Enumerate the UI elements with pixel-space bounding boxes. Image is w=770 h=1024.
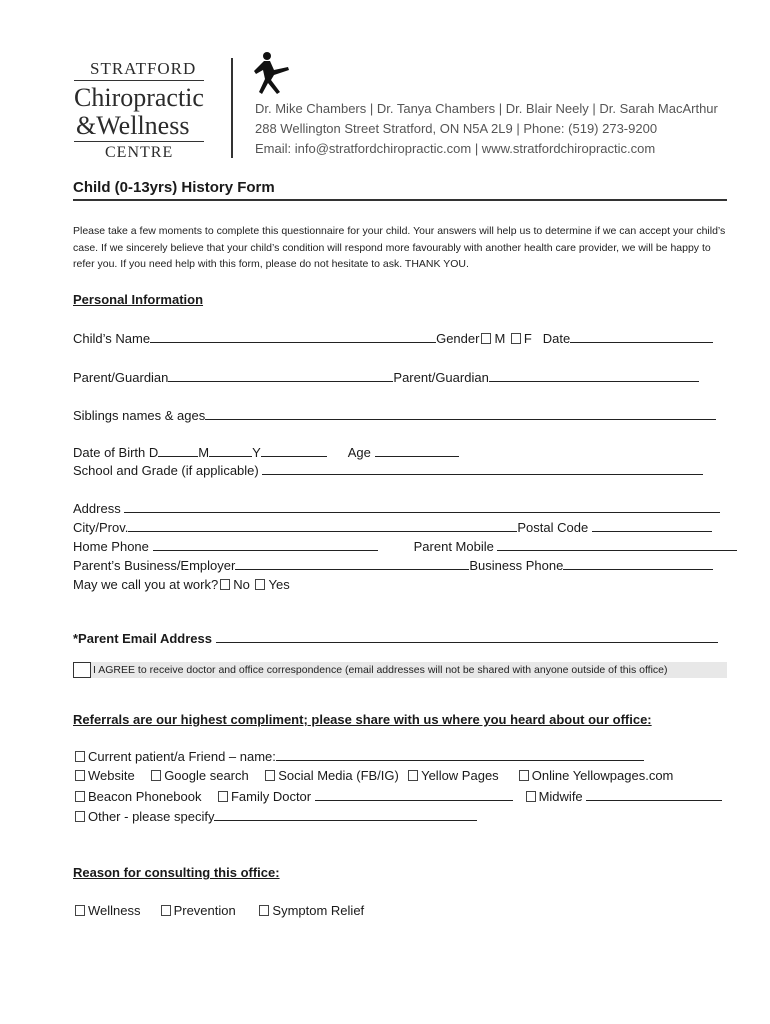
prevention-checkbox[interactable] (161, 905, 171, 916)
wellness-label: Wellness (88, 903, 141, 918)
call-work-label: May we call you at work? (73, 577, 219, 592)
business-phone-label: Business Phone (469, 558, 564, 573)
call-work-yes-label: Yes (268, 577, 290, 592)
parent1-field[interactable] (168, 369, 393, 382)
gender-male-checkbox[interactable] (481, 333, 491, 344)
gender-label: Gender (436, 331, 480, 346)
school-row (73, 462, 703, 478)
symptom-label: Symptom Relief (272, 903, 365, 918)
logo-chiropractic: Chiropractic (74, 83, 204, 112)
referrals-heading: Referrals are our highest compliment; please share with us where you heard about our office: (73, 712, 652, 727)
email-field[interactable] (216, 630, 718, 643)
intro-paragraph: Please take a few moments to complete this questionnaire for your child. Your answers will help us to determine if we can accept your child’s case. If we sincerely believe that your child’s condition will respond more favourably with another health care provider, we will be happy to refer you. If you need help with this form, please do not hesitate to ask. THANK YOU. (73, 225, 726, 270)
agree-checkbox[interactable] (73, 662, 91, 678)
current-patient-label: Current patient/a Friend – name: (88, 749, 276, 764)
call-work-no-label: No (233, 577, 250, 592)
logo-rule-top (74, 80, 204, 81)
clinic-address: 288 Wellington Street Stratford, ON N5A 2L9 | Phone: (519) 273-9200 (255, 121, 658, 136)
parent-mobile-label: Parent Mobile (413, 539, 494, 554)
website-label: Website (88, 768, 135, 783)
postal-field[interactable] (592, 519, 712, 532)
date-field[interactable] (570, 330, 713, 343)
business-phone-field[interactable] (563, 557, 713, 570)
parent-mobile-field[interactable] (497, 538, 737, 551)
header-divider (231, 58, 233, 158)
city-label: City/Prov. (73, 520, 129, 535)
date-label: Date (542, 331, 571, 346)
home-phone-field[interactable] (153, 538, 378, 551)
reason-row (73, 903, 364, 918)
parent-business-field[interactable] (235, 557, 469, 570)
dob-year-label: Y (252, 445, 261, 460)
logo-stratford: STRATFORD (90, 59, 197, 78)
current-patient-checkbox[interactable] (75, 751, 85, 762)
family-doctor-label: Family Doctor (230, 789, 312, 804)
current-patient-row (73, 748, 644, 764)
midwife-checkbox[interactable] (526, 791, 536, 802)
dob-day-field[interactable] (158, 444, 198, 457)
dob-row (73, 444, 459, 460)
google-label: Google search (164, 768, 249, 783)
call-work-row (73, 577, 290, 592)
address-label: Address (73, 501, 121, 516)
home-phone-label: Home Phone (73, 539, 149, 554)
online-yellow-checkbox[interactable] (519, 770, 529, 781)
online-yellow-label: Online Yellowpages.com (531, 768, 674, 783)
family-doctor-checkbox[interactable] (218, 791, 228, 802)
address-row (73, 500, 720, 516)
school-label: School and Grade (if applicable) (73, 463, 259, 478)
wellness-checkbox[interactable] (75, 905, 85, 916)
current-patient-field[interactable] (276, 748, 644, 761)
logo-rule-bottom (74, 141, 204, 142)
gender-female-checkbox[interactable] (511, 333, 521, 344)
referral-row-1 (73, 768, 673, 783)
parent2-field[interactable] (489, 369, 699, 382)
parent-row (73, 369, 699, 385)
other-row (73, 808, 477, 824)
beacon-label: Beacon Phonebook (88, 789, 202, 804)
siblings-row (73, 407, 716, 423)
logo-wellness: &Wellness (76, 111, 190, 140)
city-row (73, 519, 712, 535)
personal-info-heading: Personal Information (73, 292, 204, 307)
business-row (73, 557, 713, 573)
childs-name-field[interactable] (150, 330, 436, 343)
parent-business-label: Parent’s Business/Employer (73, 558, 236, 573)
dob-year-field[interactable] (261, 444, 327, 457)
call-work-no-checkbox[interactable] (220, 579, 230, 590)
siblings-label: Siblings names & ages (73, 408, 206, 423)
social-checkbox[interactable] (265, 770, 275, 781)
gender-male-label: M (494, 331, 506, 346)
social-label: Social Media (FB/IG) (278, 768, 399, 783)
postal-label: Postal Code (517, 520, 589, 535)
age-label: Age (347, 445, 371, 460)
symptom-checkbox[interactable] (259, 905, 269, 916)
title-rule (73, 199, 727, 201)
martial-arts-figure-icon (250, 50, 296, 96)
dob-month-label: M (198, 445, 210, 460)
form-title: Child (0-13yrs) History Form (73, 179, 275, 196)
yellow-pages-checkbox[interactable] (408, 770, 418, 781)
midwife-label: Midwife (538, 789, 583, 804)
email-row (73, 630, 718, 646)
city-field[interactable] (128, 519, 517, 532)
school-field[interactable] (262, 462, 703, 475)
parent1-label: Parent/Guardian (73, 370, 169, 385)
doctors-list: Dr. Mike Chambers | Dr. Tanya Chambers | Dr. Blair Neely | Dr. Sarah MacArthur (255, 101, 718, 116)
other-field[interactable] (214, 808, 477, 821)
other-label: Other - please specify (88, 809, 215, 824)
other-checkbox[interactable] (75, 811, 85, 822)
childs-name-label: Child’s Name (73, 331, 151, 346)
siblings-field[interactable] (205, 407, 716, 420)
clinic-contact: Email: info@stratfordchiropractic.com | www.stratfordchiropractic.com (255, 141, 656, 156)
dob-label: Date of Birth D (73, 445, 159, 460)
prevention-label: Prevention (173, 903, 236, 918)
referral-row-2 (73, 788, 722, 804)
dob-month-field[interactable] (209, 444, 252, 457)
address-field[interactable] (124, 500, 720, 513)
parent2-label: Parent/Guardian (393, 370, 489, 385)
childs-name-row (73, 330, 713, 346)
google-checkbox[interactable] (151, 770, 161, 781)
midwife-field[interactable] (586, 788, 722, 801)
reason-heading: Reason for consulting this office: (73, 865, 280, 880)
gender-female-label: F (523, 331, 532, 346)
beacon-checkbox[interactable] (75, 791, 85, 802)
phone-row (73, 538, 737, 554)
family-doctor-field[interactable] (315, 788, 513, 801)
age-field[interactable] (375, 444, 459, 457)
email-label: *Parent Email Address (73, 631, 212, 646)
website-checkbox[interactable] (75, 770, 85, 781)
yellow-pages-label: Yellow Pages (421, 768, 499, 783)
logo-centre: CENTRE (105, 144, 174, 161)
call-work-yes-checkbox[interactable] (255, 579, 265, 590)
agree-text: I AGREE to receive doctor and office correspondence (email addresses will not be shared with anyone outside of this office) (93, 664, 668, 676)
